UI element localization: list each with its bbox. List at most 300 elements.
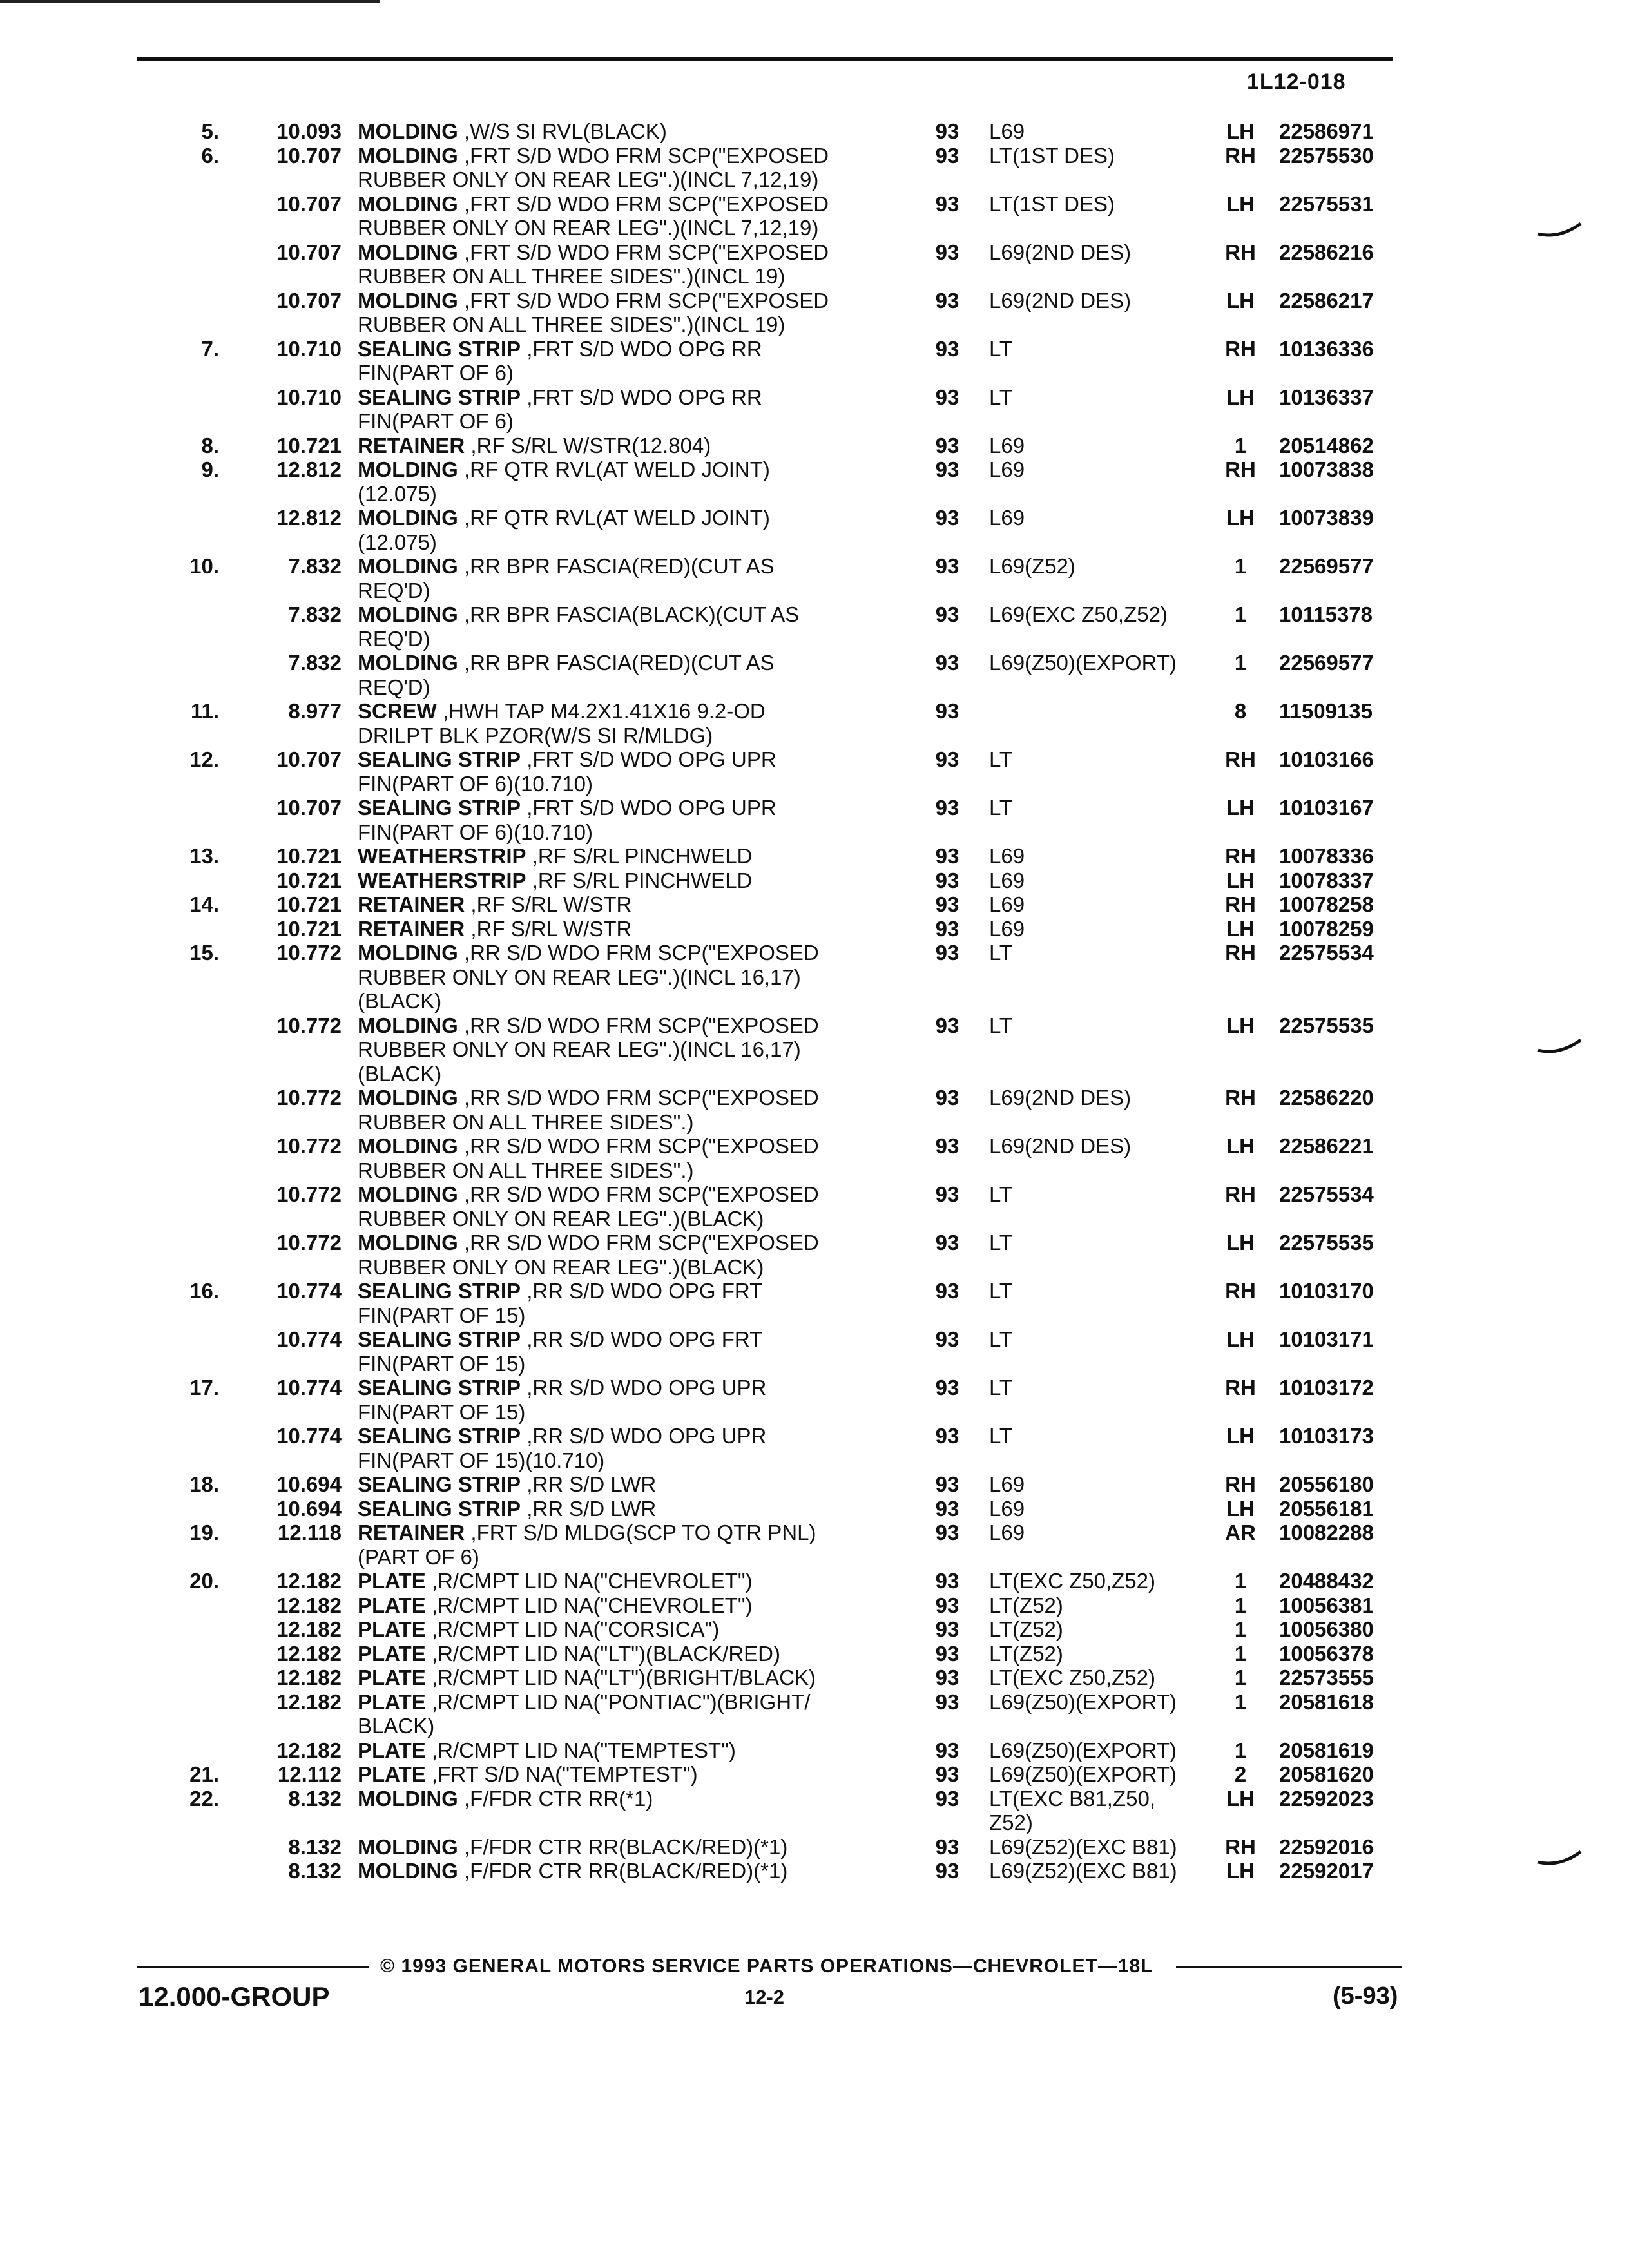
footer-group-label: 12.000-GROUP: [139, 1981, 330, 2012]
part-number: 22575534: [1279, 1182, 1374, 1206]
group-number: 10.772: [276, 1086, 342, 1110]
model-year: 93: [935, 385, 959, 409]
part-detail: ,RR S/D LWR: [521, 1472, 657, 1496]
part-detail: ,FRT S/D WDO OPG RR: [521, 336, 762, 361]
model-year: 93: [935, 1231, 959, 1254]
application: [989, 1617, 1208, 1642]
part-number: 22569577: [1279, 554, 1374, 578]
table-row: [0, 457, 1629, 506]
ref-number: 7.: [201, 336, 219, 361]
quantity-or-side: 1: [1234, 1569, 1247, 1593]
part-name: PLATE: [358, 1617, 426, 1641]
description-line-1: [358, 1014, 938, 1038]
part-description: [358, 1376, 938, 1424]
part-detail: ,RR S/D WDO FRM SCP("EXPOSED: [458, 941, 819, 965]
group-number: 8.132: [288, 1786, 342, 1811]
quantity-or-side: RH: [1225, 1834, 1256, 1859]
part-detail: ,F/FDR CTR RR(BLACK/RED)(*1): [458, 1859, 788, 1883]
application-line-1: L69: [989, 433, 1025, 457]
application-line-1: L69: [989, 916, 1025, 941]
part-name: MOLDING: [358, 651, 458, 675]
application: [989, 1666, 1208, 1690]
part-name: SEALING STRIP: [358, 1376, 521, 1399]
application-line-1: LT(Z52): [989, 1641, 1063, 1666]
group-number: 10.772: [276, 1013, 342, 1037]
description-line-2: REQ'D): [358, 675, 430, 699]
part-number: 10136336: [1279, 336, 1374, 361]
model-year: 93: [935, 191, 959, 216]
binder-tick-mark: [1537, 1850, 1582, 1867]
part-number: 20556180: [1279, 1472, 1374, 1496]
application-line-1: LT(1ST DES): [989, 143, 1115, 168]
ref-number: 14.: [189, 892, 219, 916]
group-number: 12.182: [276, 1689, 342, 1714]
part-detail: ,FRT S/D WDO FRM SCP("EXPOSED: [458, 143, 829, 168]
part-name: MOLDING: [358, 602, 458, 626]
part-detail: ,RF S/RL PINCHWELD: [526, 844, 753, 868]
part-number: 22575530: [1279, 143, 1374, 168]
part-name: SEALING STRIP: [358, 1472, 521, 1496]
quantity-or-side: RH: [1225, 1472, 1256, 1496]
description-line-2: RUBBER ON ALL THREE SIDES".): [358, 1110, 694, 1134]
part-description: [358, 337, 938, 385]
table-row: [0, 1787, 1629, 1835]
application: [989, 1182, 1208, 1207]
model-year: 93: [935, 1617, 959, 1641]
quantity-or-side: RH: [1225, 1086, 1256, 1110]
part-description: [358, 917, 938, 941]
part-name: SEALING STRIP: [358, 385, 521, 409]
application: [989, 1014, 1208, 1038]
part-description: [358, 457, 938, 506]
group-number: 10.772: [276, 1182, 342, 1206]
part-description: [358, 1738, 938, 1763]
part-name: PLATE: [358, 1593, 426, 1617]
part-name: SEALING STRIP: [358, 796, 521, 820]
application-line-1: L69(Z50)(EXPORT): [989, 1762, 1177, 1786]
part-number: 22569577: [1279, 651, 1374, 675]
quantity-or-side: RH: [1225, 844, 1256, 868]
quantity-or-side: LH: [1226, 1859, 1255, 1883]
application: [989, 506, 1208, 530]
application: [989, 892, 1208, 917]
quantity-or-side: LH: [1226, 119, 1255, 143]
part-name: PLATE: [358, 1738, 426, 1762]
description-line-2: RUBBER ONLY ON REAR LEG".)(INCL 16,17): [358, 1037, 801, 1061]
part-description: [358, 1617, 938, 1642]
model-year: 93: [935, 699, 959, 723]
part-detail: ,RF QTR RVL(AT WELD JOINT): [458, 506, 770, 530]
part-description: [358, 602, 938, 651]
description-line-2: (12.075): [358, 530, 437, 554]
application-line-1: LT: [989, 796, 1013, 820]
part-number: 10103172: [1279, 1376, 1374, 1399]
part-name: RETAINER: [358, 433, 465, 457]
part-number: 10073839: [1279, 506, 1374, 530]
group-number: 10.774: [276, 1327, 342, 1351]
group-number: 10.707: [276, 747, 342, 771]
ref-number: 13.: [189, 844, 219, 868]
application: [989, 192, 1208, 216]
ref-number: 12.: [189, 747, 219, 771]
description-line-1: [358, 1593, 938, 1618]
table-row: [0, 1762, 1629, 1787]
quantity-or-side: 8: [1234, 699, 1247, 723]
part-description: [358, 869, 938, 893]
model-year: 93: [935, 747, 959, 771]
part-description: [358, 119, 938, 144]
part-number: 10103173: [1279, 1424, 1374, 1448]
model-year: 93: [935, 1424, 959, 1448]
quantity-or-side: 1: [1234, 1738, 1247, 1762]
model-year: 93: [935, 1641, 959, 1666]
application: [989, 1134, 1208, 1158]
part-number: 10078258: [1279, 892, 1374, 916]
quantity-or-side: 1: [1234, 602, 1247, 626]
part-number: 10056378: [1279, 1641, 1374, 1666]
ref-number: 21.: [189, 1762, 219, 1786]
model-year: 93: [935, 433, 959, 457]
model-year: 93: [935, 1859, 959, 1883]
table-row: [0, 385, 1629, 434]
model-year: 93: [935, 1786, 959, 1811]
model-year: 93: [935, 916, 959, 941]
part-name: MOLDING: [358, 554, 458, 578]
model-year: 93: [935, 288, 959, 312]
footer-copyright: © 1993 GENERAL MOTORS SERVICE PARTS OPERATIONS—CHEVROLET—18L: [380, 1956, 1153, 1977]
table-row: [0, 844, 1629, 869]
table-row: [0, 119, 1629, 144]
description-line-1: [358, 844, 938, 869]
application-line-1: LT: [989, 1182, 1013, 1206]
application: [989, 457, 1208, 482]
part-number: 10056381: [1279, 1593, 1374, 1617]
description-line-2: (PART OF 6): [358, 1544, 479, 1569]
part-detail: ,RR S/D WDO FRM SCP("EXPOSED: [458, 1182, 819, 1206]
part-name: PLATE: [358, 1569, 426, 1593]
part-name: SEALING STRIP: [358, 1496, 521, 1521]
application: [989, 1859, 1208, 1883]
part-name: MOLDING: [358, 143, 458, 168]
application: [989, 1497, 1208, 1521]
part-description: [358, 1134, 938, 1182]
application-line-1: L69: [989, 506, 1025, 530]
description-line-1: [358, 1279, 938, 1303]
application-line-1: L69(Z50)(EXPORT): [989, 1689, 1177, 1714]
description-line-1: [358, 747, 938, 772]
group-number: 8.132: [288, 1859, 342, 1883]
table-row: [0, 1472, 1629, 1497]
quantity-or-side: 1: [1234, 1641, 1247, 1666]
part-description: [358, 1521, 938, 1569]
application: [989, 1642, 1208, 1666]
part-detail: ,RF S/RL W/STR: [465, 892, 632, 916]
part-detail: ,RF S/RL W/STR(12.804): [465, 433, 711, 457]
description-line-1: [358, 1327, 938, 1352]
table-row: [0, 602, 1629, 651]
application-line-1: L69(Z52)(EXC B81): [989, 1834, 1177, 1859]
part-detail: ,FRT S/D WDO FRM SCP("EXPOSED: [458, 191, 829, 216]
description-line-1: [358, 1134, 938, 1158]
model-year: 93: [935, 1666, 959, 1689]
group-number: 7.832: [288, 554, 342, 578]
application-line-1: LT(EXC Z50,Z52): [989, 1666, 1155, 1689]
group-number: 8.977: [288, 699, 342, 723]
part-detail: ,F/FDR CTR RR(BLACK/RED)(*1): [458, 1834, 788, 1859]
model-year: 93: [935, 602, 959, 626]
part-detail: ,RR BPR FASCIA(BLACK)(CUT AS: [458, 602, 800, 626]
application: [989, 1569, 1208, 1593]
application-line-1: LT: [989, 1376, 1013, 1399]
table-row: [0, 1642, 1629, 1666]
quantity-or-side: 1: [1234, 651, 1247, 675]
model-year: 93: [935, 1182, 959, 1206]
description-line-1: [358, 1738, 938, 1763]
application-line-1: LT: [989, 1231, 1013, 1254]
part-description: [358, 144, 938, 192]
part-number: 10115378: [1279, 602, 1373, 626]
application-line-1: L69: [989, 868, 1025, 892]
part-name: SEALING STRIP: [358, 747, 521, 771]
application: [989, 1738, 1208, 1763]
application-line-1: L69(Z50)(EXPORT): [989, 1738, 1177, 1762]
table-row: [0, 506, 1629, 554]
description-line-1: [358, 144, 938, 168]
group-number: 7.832: [288, 602, 342, 626]
model-year: 93: [935, 651, 959, 675]
model-year: 93: [935, 1086, 959, 1110]
part-number: 10078336: [1279, 844, 1374, 868]
ref-number: 17.: [189, 1376, 219, 1399]
part-detail: ,RF QTR RVL(AT WELD JOINT): [458, 457, 770, 481]
part-name: MOLDING: [358, 1182, 458, 1206]
description-line-2: RUBBER ONLY ON REAR LEG".)(BLACK): [358, 1206, 764, 1231]
model-year: 93: [935, 457, 959, 481]
part-detail: ,R/CMPT LID NA("TEMPTEST"): [425, 1738, 736, 1762]
quantity-or-side: RH: [1225, 240, 1256, 264]
part-description: [358, 1835, 938, 1860]
description-line-1: [358, 1787, 938, 1811]
quantity-or-side: LH: [1226, 1424, 1255, 1448]
part-detail: ,RR BPR FASCIA(RED)(CUT AS: [458, 651, 775, 675]
table-row: [0, 144, 1629, 192]
table-row: [0, 1231, 1629, 1279]
part-detail: ,F/FDR CTR RR(*1): [458, 1786, 653, 1811]
description-line-1: [358, 1642, 938, 1666]
part-detail: ,R/CMPT LID NA("CHEVROLET"): [425, 1569, 753, 1593]
group-number: 10.694: [276, 1496, 342, 1521]
group-number: 8.132: [288, 1834, 342, 1859]
quantity-or-side: RH: [1225, 457, 1256, 481]
model-year: 93: [935, 554, 959, 578]
table-row: [0, 1666, 1629, 1690]
part-description: [358, 554, 938, 602]
part-detail: ,RR S/D WDO FRM SCP("EXPOSED: [458, 1134, 819, 1158]
model-year: 93: [935, 1689, 959, 1714]
description-line-1: [358, 1424, 938, 1448]
application-line-1: LT: [989, 1424, 1013, 1448]
application-line-1: L69: [989, 1496, 1025, 1521]
quantity-or-side: 1: [1234, 1593, 1247, 1617]
table-row: [0, 1134, 1629, 1182]
part-number: 22575535: [1279, 1013, 1374, 1037]
part-name: RETAINER: [358, 1521, 465, 1544]
description-line-1: [358, 192, 938, 216]
group-number: 10.707: [276, 288, 342, 312]
group-number: 10.774: [276, 1424, 342, 1448]
part-description: [358, 289, 938, 337]
part-name: WEATHERSTRIP: [358, 868, 526, 892]
application: [989, 144, 1208, 168]
part-name: SEALING STRIP: [358, 1424, 521, 1448]
table-row: [0, 941, 1629, 1014]
quantity-or-side: LH: [1226, 1496, 1255, 1521]
description-line-1: [358, 1762, 938, 1787]
part-description: [358, 796, 938, 844]
model-year: 93: [935, 1013, 959, 1037]
model-year: 93: [935, 868, 959, 892]
group-number: 12.812: [276, 506, 342, 530]
ref-number: 16.: [189, 1279, 219, 1303]
part-detail: ,R/CMPT LID NA("LT")(BLACK/RED): [425, 1641, 781, 1666]
ref-number: 22.: [189, 1786, 219, 1811]
top-edge-mark: [0, 0, 380, 3]
application: [989, 337, 1208, 361]
quantity-or-side: LH: [1226, 1231, 1255, 1254]
part-description: [358, 651, 938, 699]
part-number: 10056380: [1279, 1617, 1374, 1641]
table-row: [0, 1593, 1629, 1618]
quantity-or-side: 2: [1234, 1762, 1247, 1786]
application-line-1: LT(Z52): [989, 1617, 1063, 1641]
description-line-1: [358, 554, 938, 579]
application-line-1: L69(Z50)(EXPORT): [989, 651, 1177, 675]
application: [989, 1376, 1208, 1400]
application-line-1: L69: [989, 844, 1025, 868]
model-year: 93: [935, 143, 959, 168]
table-row: [0, 1327, 1629, 1376]
parts-list: [0, 119, 1629, 1883]
part-number: 10103166: [1279, 747, 1374, 771]
group-number: 10.721: [276, 844, 342, 868]
quantity-or-side: RH: [1225, 336, 1256, 361]
application-line-1: L69: [989, 457, 1025, 481]
part-detail: ,RF S/RL W/STR: [465, 916, 632, 941]
table-row: [0, 1182, 1629, 1231]
part-detail: ,RR S/D WDO FRM SCP("EXPOSED: [458, 1013, 819, 1037]
description-line-3: (BLACK): [358, 1061, 442, 1086]
part-detail: ,R/CMPT LID NA("CHEVROLET"): [425, 1593, 753, 1617]
description-line-2: REQ'D): [358, 578, 430, 602]
group-number: 10.774: [276, 1279, 342, 1303]
part-name: MOLDING: [358, 506, 458, 530]
part-number: 10082288: [1279, 1521, 1374, 1544]
part-detail: ,W/S SI RVL(BLACK): [458, 119, 667, 143]
part-description: [358, 1086, 938, 1134]
quantity-or-side: LH: [1226, 385, 1255, 409]
group-number: 12.182: [276, 1738, 342, 1762]
table-row: [0, 1569, 1629, 1593]
group-number: 10.707: [276, 240, 342, 264]
part-detail: ,FRT S/D WDO OPG UPR: [521, 747, 776, 771]
model-year: 93: [935, 1569, 959, 1593]
part-name: MOLDING: [358, 1859, 458, 1883]
quantity-or-side: LH: [1226, 191, 1255, 216]
description-line-1: [358, 941, 938, 965]
description-line-1: [358, 796, 938, 820]
quantity-or-side: 1: [1234, 1666, 1247, 1689]
part-number: 22575531: [1279, 191, 1374, 216]
quantity-or-side: RH: [1225, 1376, 1256, 1399]
part-description: [358, 1279, 938, 1327]
table-row: [0, 434, 1629, 458]
part-name: SEALING STRIP: [358, 1327, 521, 1351]
description-line-1: [358, 1497, 938, 1521]
part-number: 20488432: [1279, 1569, 1374, 1593]
application: [989, 1424, 1208, 1448]
description-line-2: RUBBER ONLY ON REAR LEG".)(BLACK): [358, 1254, 764, 1279]
part-number: 22592017: [1279, 1859, 1374, 1883]
table-row: [0, 337, 1629, 385]
application-line-1: L69: [989, 1521, 1025, 1544]
footer-rule-left: [137, 1966, 369, 1968]
group-number: 10.707: [276, 143, 342, 168]
part-number: 22575535: [1279, 1231, 1374, 1254]
description-line-1: [358, 457, 938, 482]
quantity-or-side: LH: [1226, 1786, 1255, 1811]
part-description: [358, 1762, 938, 1787]
quantity-or-side: RH: [1225, 892, 1256, 916]
part-name: SCREW: [358, 699, 437, 723]
description-line-2: FIN(PART OF 6): [358, 361, 514, 385]
model-year: 93: [935, 1279, 959, 1303]
part-name: RETAINER: [358, 892, 465, 916]
application-line-1: LT(EXC Z50,Z52): [989, 1569, 1155, 1593]
application-line-1: L69: [989, 1472, 1025, 1496]
group-number: 12.812: [276, 457, 342, 481]
model-year: 93: [935, 1472, 959, 1496]
application-line-1: LT: [989, 1327, 1013, 1351]
ref-number: 18.: [189, 1472, 219, 1496]
part-detail: ,HWH TAP M4.2X1.41X16 9.2-OD: [436, 699, 766, 723]
application-line-1: L69(2ND DES): [989, 1134, 1132, 1158]
description-line-1: [358, 1376, 938, 1400]
part-number: 10078259: [1279, 916, 1374, 941]
part-name: MOLDING: [358, 1013, 458, 1037]
quantity-or-side: LH: [1226, 1013, 1255, 1037]
quantity-or-side: 1: [1234, 1617, 1247, 1641]
model-year: 93: [935, 1593, 959, 1617]
application-line-1: LT(Z52): [989, 1593, 1063, 1617]
table-row: [0, 192, 1629, 240]
description-line-2: RUBBER ONLY ON REAR LEG".)(INCL 16,17): [358, 965, 801, 989]
part-detail: ,RR S/D WDO FRM SCP("EXPOSED: [458, 1231, 819, 1254]
group-number: 10.774: [276, 1376, 342, 1399]
description-line-2: FIN(PART OF 6)(10.710): [358, 771, 593, 796]
application: [989, 602, 1208, 627]
description-line-2: (12.075): [358, 481, 437, 506]
part-detail: ,R/CMPT LID NA("LT")(BRIGHT/BLACK): [425, 1666, 816, 1689]
description-line-1: [358, 869, 938, 893]
table-row: [0, 917, 1629, 941]
part-name: MOLDING: [358, 1086, 458, 1110]
part-number: 22592016: [1279, 1834, 1374, 1859]
part-name: SEALING STRIP: [358, 1279, 521, 1303]
group-number: 12.182: [276, 1617, 342, 1641]
quantity-or-side: LH: [1226, 506, 1255, 530]
group-number: 10.721: [276, 916, 342, 941]
part-number: 22592023: [1279, 1786, 1374, 1811]
